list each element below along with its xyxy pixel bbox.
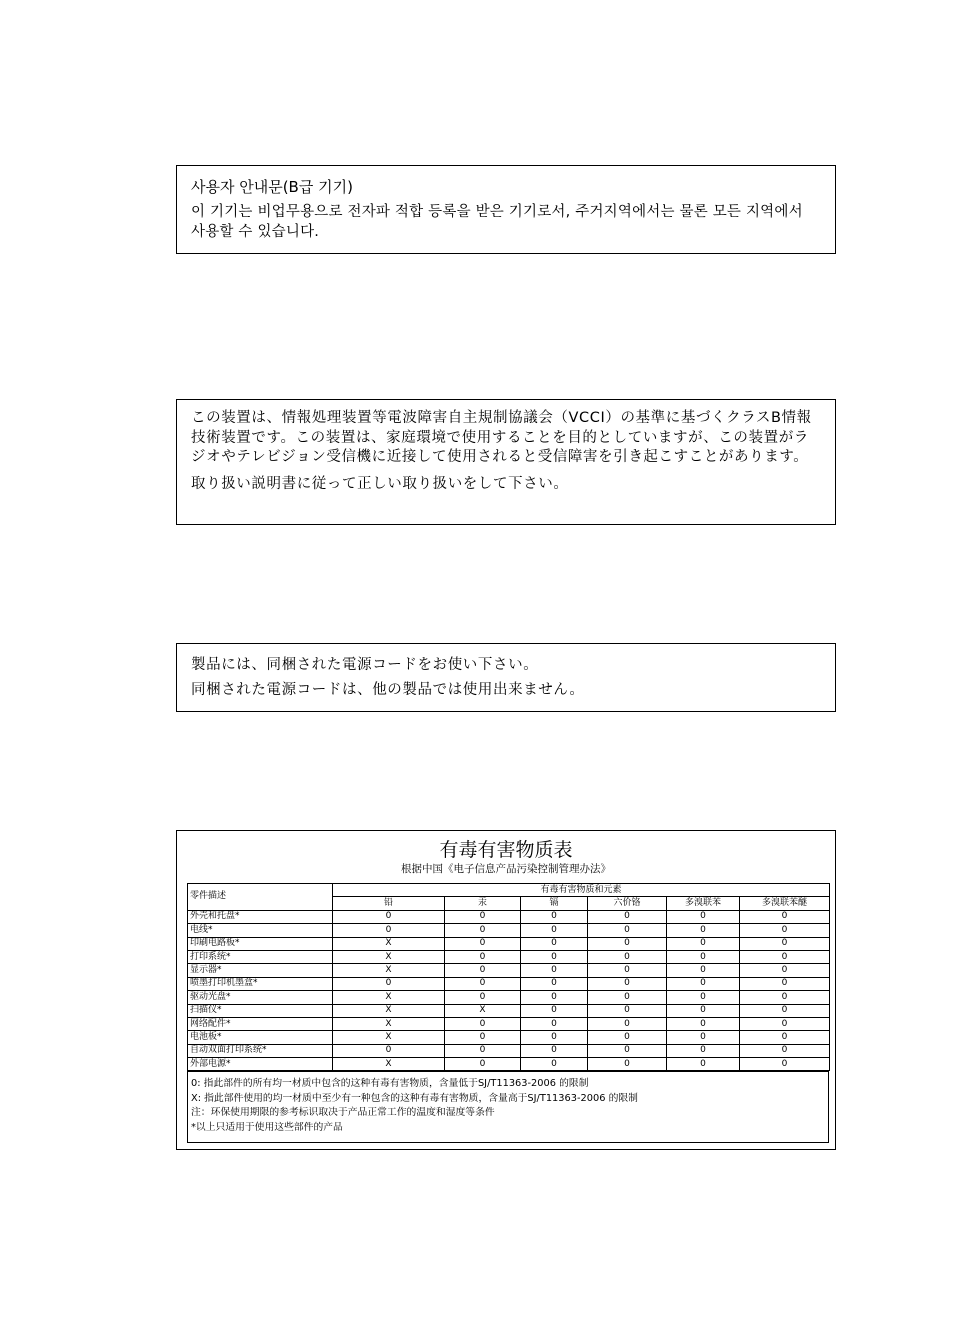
substance-value-cell: 0 [445, 991, 521, 1004]
substance-value-cell: 0 [521, 910, 588, 923]
substance-value-cell: 0 [445, 924, 521, 937]
substance-value-cell: 0 [667, 1017, 740, 1030]
substance-value-cell: X [333, 1031, 445, 1044]
substance-value-cell: 0 [667, 924, 740, 937]
substance-value-cell: 0 [521, 1031, 588, 1044]
table-row [188, 1004, 830, 1017]
power-cord-line-2: 同梱された電源コードは、他の製品では使用出来ません。 [191, 682, 585, 698]
substance-value-cell: 0 [740, 924, 830, 937]
substance-header: 铅 [333, 897, 445, 910]
hazard-table [187, 883, 830, 1071]
substance-value-cell: 0 [667, 1058, 740, 1071]
substance-value-cell: X [445, 1004, 521, 1017]
substance-value-cell: 0 [740, 1058, 830, 1071]
part-name-cell: 喷墨打印机墨盒* [188, 977, 333, 990]
korean-notice-box [176, 165, 836, 254]
substance-header: 六价铬 [588, 897, 667, 910]
substance-value-cell: 0 [667, 910, 740, 923]
hazard-table-body [188, 910, 830, 1071]
korean-notice-title: 사용자 안내문(B급 기기) [191, 178, 353, 196]
substance-value-cell: 0 [740, 1017, 830, 1030]
substance-group-header: 有毒有害物质和元素 [333, 884, 830, 897]
substance-value-cell: 0 [521, 977, 588, 990]
substance-value-cell: 0 [333, 1044, 445, 1057]
table-row [188, 924, 830, 937]
substance-value-cell: 0 [521, 964, 588, 977]
part-name-cell: 显示器* [188, 964, 333, 977]
table-row [188, 964, 830, 977]
substance-value-cell: 0 [588, 991, 667, 1004]
part-name-cell: 电池板* [188, 1031, 333, 1044]
substance-value-cell: 0 [588, 937, 667, 950]
part-name-cell: 外部电源* [188, 1058, 333, 1071]
table-row [188, 937, 830, 950]
table-row [188, 950, 830, 963]
substance-value-cell: 0 [588, 1031, 667, 1044]
vcci-handling-instruction: 取り扱い説明書に従って正しい取り扱いをして下さい。 [191, 475, 569, 492]
substance-value-cell: X [333, 964, 445, 977]
substance-value-cell: 0 [445, 1017, 521, 1030]
substance-value-cell: 0 [667, 950, 740, 963]
substance-value-cell: X [333, 1004, 445, 1017]
substance-value-cell: X [333, 937, 445, 950]
table-row [188, 910, 830, 923]
substance-value-cell: 0 [521, 1044, 588, 1057]
part-description-header: 零件描述 [188, 884, 333, 911]
substance-value-cell: 0 [740, 991, 830, 1004]
part-name-cell: 网络配件* [188, 1017, 333, 1030]
substance-value-cell: 0 [588, 1044, 667, 1057]
substance-value-cell: 0 [588, 1004, 667, 1017]
part-name-cell: 电线* [188, 924, 333, 937]
substance-value-cell: 0 [667, 1031, 740, 1044]
substance-header: 镉 [521, 897, 588, 910]
substance-value-cell: 0 [445, 1058, 521, 1071]
substance-value-cell: 0 [667, 1004, 740, 1017]
table-row [188, 1058, 830, 1071]
substance-value-cell: 0 [740, 910, 830, 923]
substance-value-cell: 0 [588, 924, 667, 937]
table-row [188, 1044, 830, 1057]
substance-value-cell: 0 [521, 937, 588, 950]
vcci-notice-box [176, 399, 836, 525]
table-row [188, 991, 830, 1004]
substance-value-cell: 0 [740, 1031, 830, 1044]
substance-value-cell: 0 [333, 910, 445, 923]
power-cord-line-1: 製品には、同梱された電源コードをお使い下さい。 [191, 657, 539, 673]
note-line: 注：环保使用期限的参考标识取决于产品正常工作的温度和湿度等条件 [191, 1107, 495, 1118]
substance-value-cell: 0 [667, 977, 740, 990]
substance-header: 汞 [445, 897, 521, 910]
substance-value-cell: 0 [521, 1058, 588, 1071]
substance-value-cell: 0 [667, 1044, 740, 1057]
table-row [188, 977, 830, 990]
substance-value-cell: 0 [333, 924, 445, 937]
hazard-table-title: 有毒有害物质表 [439, 839, 573, 861]
substance-value-cell: 0 [445, 910, 521, 923]
substance-value-cell: 0 [740, 950, 830, 963]
substance-value-cell: 0 [521, 950, 588, 963]
substance-header: 多溴联苯 [667, 897, 740, 910]
table-row [188, 1017, 830, 1030]
substance-value-cell: 0 [667, 991, 740, 1004]
hazardous-substance-box [176, 830, 836, 1150]
substance-value-cell: 0 [588, 964, 667, 977]
hazard-notes [187, 1071, 829, 1143]
part-name-cell: 印刷电路板* [188, 937, 333, 950]
note-line: 0: 指此部件的所有均一材质中包含的这种有毒有害物质，含量低于SJ/T11363-2006 的限制 [191, 1078, 589, 1089]
substance-value-cell: X [333, 991, 445, 1004]
substance-value-cell: 0 [521, 1017, 588, 1030]
substance-value-cell: 0 [445, 964, 521, 977]
substance-value-cell: 0 [333, 977, 445, 990]
substance-value-cell: 0 [445, 977, 521, 990]
substance-value-cell: 0 [521, 991, 588, 1004]
part-name-cell: 打印系统* [188, 950, 333, 963]
note-line: *以上只适用于使用这些部件的产品 [191, 1121, 343, 1133]
table-row [188, 1031, 830, 1044]
substance-value-cell: 0 [445, 937, 521, 950]
substance-value-cell: 0 [445, 1031, 521, 1044]
substance-value-cell: X [333, 1017, 445, 1030]
substance-value-cell: 0 [740, 937, 830, 950]
hazard-table-subtitle: 根据中国《电子信息产品污染控制管理办法》 [401, 863, 611, 875]
part-name-cell: 外壳和托盘* [188, 910, 333, 923]
substance-value-cell: 0 [588, 1017, 667, 1030]
substance-value-cell: 0 [588, 977, 667, 990]
substance-value-cell: 0 [740, 977, 830, 990]
substance-value-cell: 0 [445, 1044, 521, 1057]
substance-value-cell: 0 [588, 950, 667, 963]
substance-value-cell: 0 [667, 937, 740, 950]
substance-value-cell: 0 [740, 964, 830, 977]
note-line: X: 指此部件使用的均一材质中至少有一种包含的这种有毒有害物质，含量高于SJ/T11363-2006 的限制 [191, 1092, 638, 1104]
substance-value-cell: 0 [667, 964, 740, 977]
part-name-cell: 扫描仪* [188, 1004, 333, 1017]
substance-value-cell: 0 [740, 1044, 830, 1057]
substance-value-cell: 0 [521, 1004, 588, 1017]
vcci-notice-paragraph: この装置は、情報処理装置等電波障害自主規制協議会（VCCI）の基準に基づくクラスB情報技術装置です。この装置は、家庭環境で使用することを目的としていますが、この装置がラジオやテレビジョン受信機に近接して使用されると受信障害を引き起こすことがあります。 [191, 410, 812, 466]
substance-value-cell: 0 [445, 950, 521, 963]
power-cord-notice-box [176, 643, 836, 712]
substance-value-cell: 0 [521, 924, 588, 937]
substance-value-cell: 0 [588, 910, 667, 923]
part-name-cell: 自动双面打印系统* [188, 1044, 333, 1057]
part-name-cell: 驱动光盘* [188, 991, 333, 1004]
substance-value-cell: 0 [740, 1004, 830, 1017]
substance-value-cell: X [333, 1058, 445, 1071]
substance-value-cell: X [333, 950, 445, 963]
korean-notice-body: 이 기기는 비업무용으로 전자파 적합 등록을 받은 기기로서, 주거지역에서는 물론 모든 지역에서 사용할 수 있습니다. [191, 204, 803, 240]
substance-value-cell: 0 [588, 1058, 667, 1071]
substance-header: 多溴联苯醚 [740, 897, 830, 910]
